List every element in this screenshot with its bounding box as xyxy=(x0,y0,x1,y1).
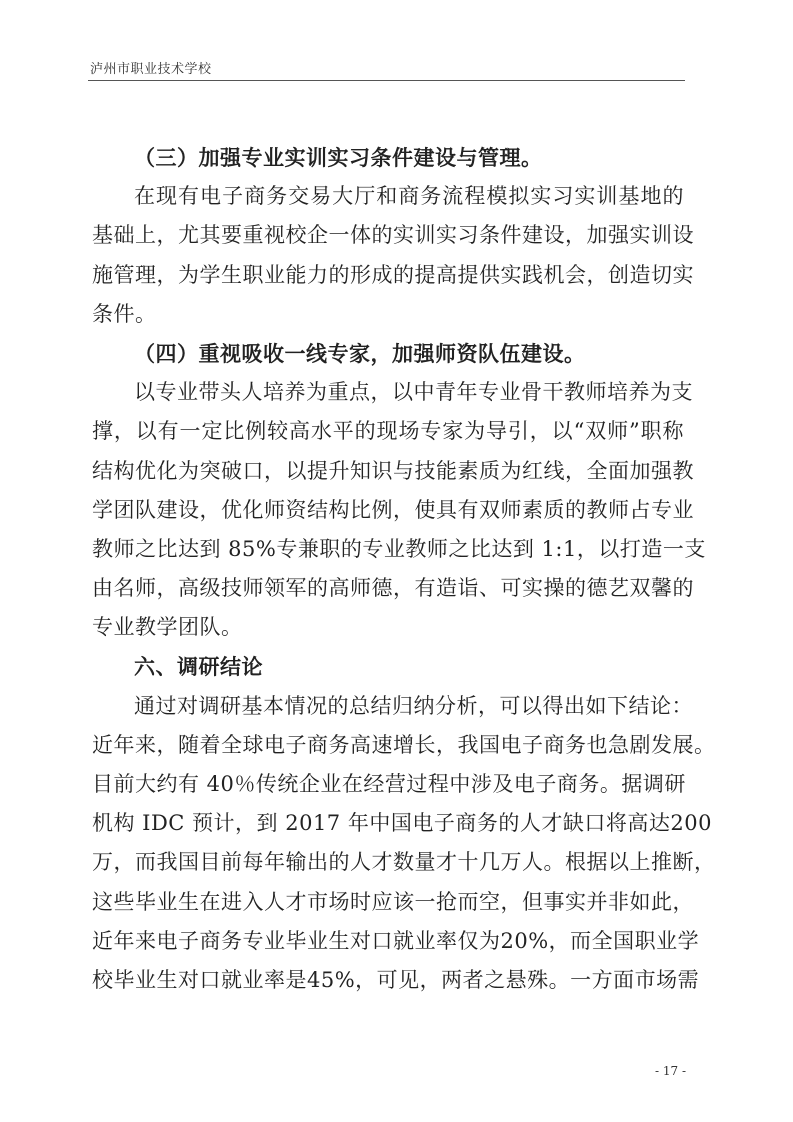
paragraph-line: 条件。 xyxy=(92,301,157,326)
paragraph-line: 由名师，高级技师领军的高师德，有造诣、可实操的德艺双馨的 xyxy=(92,576,694,601)
section-heading: （四）重视吸收一线专家，加强师资队伍建设。 xyxy=(134,340,586,366)
paragraph-line: 学团队建设，优化师资结构比例，使具有双师素质的教师占专业 xyxy=(92,497,694,522)
paragraph-line: 专业教学团队。 xyxy=(92,615,243,640)
page-number: - 17 - xyxy=(655,1064,687,1078)
section-heading: 六、调研结论 xyxy=(134,654,263,680)
document-body xyxy=(92,138,716,1000)
paragraph-line: 目前大约有 40％传统企业在经营过程中涉及电子商务。据调研 xyxy=(92,772,686,796)
paragraph-line: 撑，以有一定比例较高水平的现场专家为导引，以“双师”职称 xyxy=(92,419,684,444)
paragraph-line: 校毕业生对口就业率是45%，可见，两者之悬殊。一方面市场需 xyxy=(92,967,700,992)
paragraph-line: 施管理，为学生职业能力的形成的提高提供实践机会，创造切实 xyxy=(92,262,694,287)
paragraph-line: 教师之比达到 85%专兼职的专业教师之比达到 1:1，以打造一支 xyxy=(92,536,706,561)
paragraph-line: 通过对调研基本情况的总结归纳分析，可以得出如下结论： xyxy=(134,693,693,718)
paragraph-line: 万，而我国目前每年输出的人才数量才十几万人。根据以上推断， xyxy=(92,850,716,875)
paragraph-line: 机构 IDC 预计，到 2017 年中国电子商务的人才缺口将高达200 xyxy=(92,811,712,836)
paragraph-line: 基础上，尤其要重视校企一体的实训实习条件建设，加强实训设 xyxy=(92,223,694,248)
paragraph-line: 近年来电子商务专业毕业生对口就业率仅为20%，而全国职业学 xyxy=(92,928,700,953)
page-header-title: 泸州市职业技术学校 xyxy=(90,62,212,77)
header-divider xyxy=(88,80,685,81)
paragraph-line: 这些毕业生在进入人才市场时应该一抢而空，但事实并非如此， xyxy=(92,889,694,914)
paragraph-line: 以专业带头人培养为重点，以中青年专业骨干教师培养为支 xyxy=(134,380,693,405)
section-heading: （三）加强专业实训实习条件建设与管理。 xyxy=(134,145,543,170)
paragraph-line: 近年来，随着全球电子商务高速增长，我国电子商务也急剧发展。 xyxy=(92,732,716,757)
paragraph-line: 在现有电子商务交易大厅和商务流程模拟实习实训基地的 xyxy=(134,184,684,209)
paragraph-line: 结构优化为突破口，以提升知识与技能素质为红线，全面加强教 xyxy=(92,458,694,483)
